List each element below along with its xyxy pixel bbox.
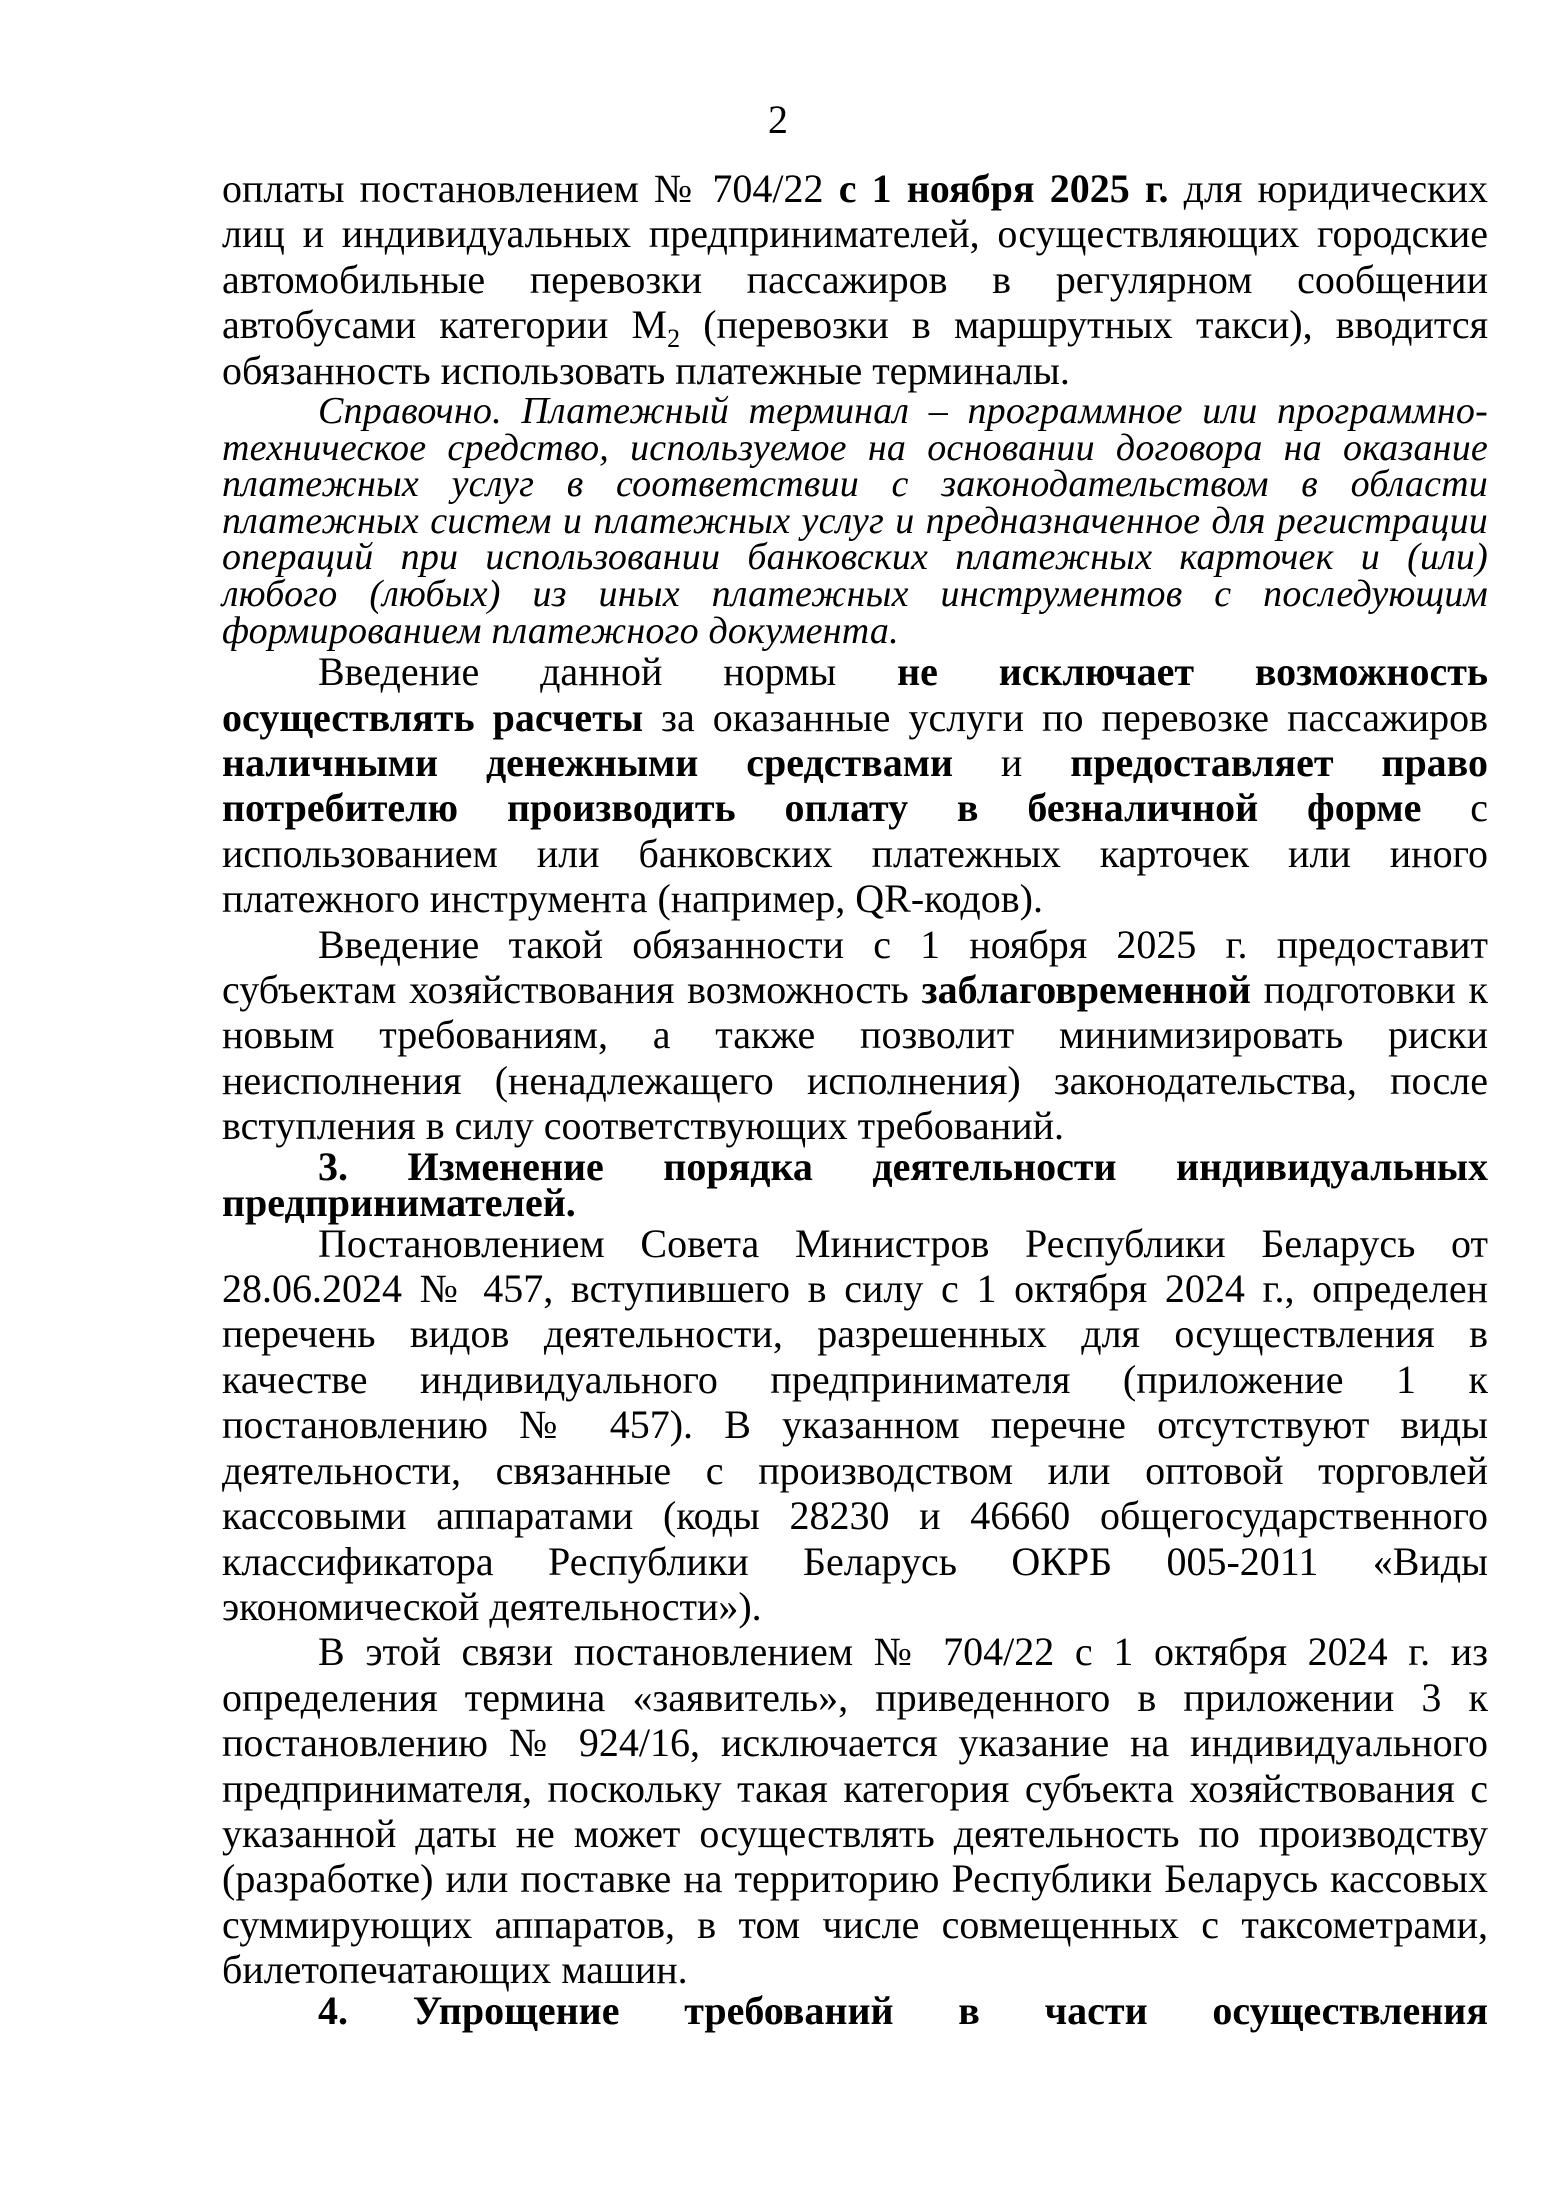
paragraph-advance-preparation	[222, 922, 1488, 1149]
bold-phrase: не исключает возможность осуществлять расчеты	[222, 649, 1488, 740]
bold-phrase: заблаговременной	[921, 967, 1251, 1013]
reference-note: Справочно. Платежный терминал – программное или программно-техническое средство, используемое на основании договора на оказание платежных услуг в соответствии с законодательством в области платежных систем и платежных услуг и предназначенное для регистрации операций при использовании банковских платежных карточек и (или) любого (любых) из иных платежных инструментов с последующим формированием платежного документа.	[222, 390, 1488, 652]
bold-phrase: предоставляет право потребителю производить оплату в безналичной форме	[222, 740, 1489, 831]
page-number: 2	[768, 97, 788, 142]
paragraph-text: с использованием или банковских платежных карточек или иного платежного инструмента (например, QR-кодов).	[222, 785, 1488, 922]
section-heading-3: 3. Изменение порядка деятельности индивидуальных предпринимателей.	[222, 1143, 1488, 1225]
paragraph-payment-terminals	[222, 166, 1488, 393]
paragraph-text: Введение такой обязанности с 1 ноября 2025 г. предоставит субъектам хозяйствования возможность	[222, 921, 1488, 1013]
paragraph-text: Введение данной нормы	[318, 649, 898, 695]
paragraph-text: оплаты постановлением № 704/22	[222, 166, 839, 211]
section-heading-4: 4. Упрощение требований в части осуществления	[318, 1987, 1488, 2033]
bold-date: с 1 ноября 2025 г.	[838, 166, 1169, 211]
bold-phrase: наличными денежными средствами	[222, 740, 953, 785]
document-body	[222, 166, 1489, 2033]
paragraph-ip-activities-list: Постановлением Совета Министров Республики Беларусь от 28.06.2024 № 457, вступившего в силу с 1 октября 2024 г., определен перечень видов деятельности, разрешенных для осуществления в качестве индивидуального предпринимателя (приложение 1 к постановлению № 457). В указанном перечне отсутствуют виды деятельности, связанные с производством или оптовой торговлей кассовыми аппаратами (коды 28230 и 46660 общегосударственного классификатора Республики Беларусь ОКРБ 005-2011 «Виды экономической деятельности»).	[222, 1220, 1488, 1629]
paragraph-text: подготовки к новым требованиям, а также позволит минимизировать риски неисполнения (ненадлежащего исполнения) законодательства, после вступления в силу соответствующих требований.	[222, 967, 1488, 1149]
paragraph-text: за оказанные услуги по перевозке пассажиров	[643, 694, 1488, 740]
subscript: 2	[667, 324, 681, 354]
paragraph-text: для юридических лиц и индивидуальных предпринимателей, осуществляющих городские автомобильные перевозки пассажиров в регулярном сообщении автобусами категории М	[222, 166, 1489, 348]
paragraph-applicant-definition: В этой связи постановлением № 704/22 с 1 октября 2024 г. из определения термина «заявитель», приведенного в приложении 3 к постановлению № 924/16, исключается указание на индивидуального предпринимателя, поскольку такая категория субъекта хозяйствования с указанной даты не может осуществлять деятельность по производству (разработке) или поставке на территорию Республики Беларусь кассовых суммирующих аппаратов, в том числе совмещенных с таксометрами, билетопечатающих машин.	[222, 1629, 1488, 1993]
paragraph-text: и	[953, 740, 1071, 785]
paragraph-cash-payments	[222, 649, 1488, 921]
paragraph-text: (перевозки в маршрутных такси), вводится обязанность использовать платежные терминалы.	[222, 302, 1488, 393]
